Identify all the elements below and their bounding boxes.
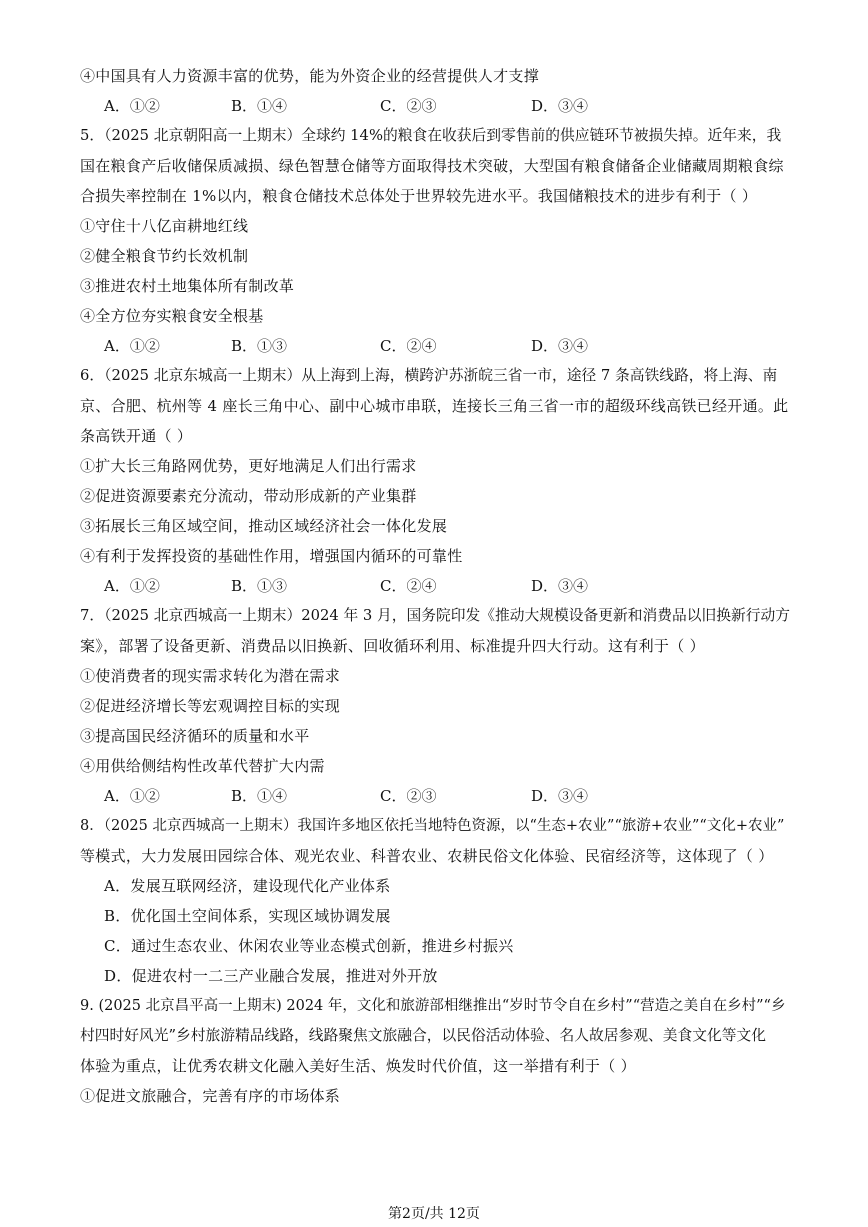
q8-choice-c: C．通过生态农业、休闲农业等业态模式创新，推进乡村振兴 [104,937,514,955]
q8-choice-d: D．促进农村一二三产业融合发展，推进对外开放 [104,967,438,985]
q4-option-d: D．③④ [531,97,589,115]
q8-choice-a: A．发展互联网经济，建设现代化产业体系 [104,877,391,895]
q6-stem-line-3: 条高铁开通（ ） [80,427,193,445]
q5-stem-line-2: 国在粮食产后收储保质减损、绿色智慧仓储等方面取得技术突破，大型国有粮食储备企业储藏周期粮食综 [80,157,784,175]
q8-choice-b: B．优化国土空间体系，实现区域协调发展 [104,907,391,925]
q9-stem-line-3: 体验为重点，让优秀农耕文化融入美好生活、焕发时代价值，这一举措有利于（ ） [80,1057,636,1075]
q6-option-b: B．①③ [231,577,288,595]
q5-item-2: ②健全粮食节约长效机制 [80,247,249,265]
q5-stem-line-3: 合损失率控制在 1%以内，粮食仓储技术总体处于世界较先进水平。我国储粮技术的进步有利于（ ） [80,187,758,205]
q7-stem-line-1: 7．（2025 北京西城高一上期末）2024 年 3 月，国务院印发《推动大规模设备更新和消费品以旧换新行动方 [80,607,790,624]
q6-option-c: C．②④ [380,577,437,595]
q4-option-b: B．①④ [231,97,288,115]
q6-option-a: A．①② [104,577,160,595]
q5-item-3: ③推进农村土地集体所有制改革 [80,277,295,295]
q7-item-1: ①使消费者的现实需求转化为潜在需求 [80,667,341,685]
q7-stem-line-2: 案》，部署了设备更新、消费品以旧换新、回收循环利用、标准提升四大行动。这有利于（ ） [80,637,705,655]
q8-stem-line-2: 等模式，大力发展田园综合体、观光农业、科普农业、农耕民俗文化体验、民宿经济等，这体现了（ ） [80,847,774,865]
q4-item-4: ④中国具有人力资源丰富的优势，能为外资企业的经营提供人才支撑 [80,67,540,85]
q6-item-2: ②促进资源要素充分流动，带动形成新的产业集群 [80,487,417,505]
q6-item-1: ①扩大长三角路网优势，更好地满足人们出行需求 [80,457,417,475]
q6-stem-line-1: 6．（2025 北京东城高一上期末）从上海到上海，横跨沪苏浙皖三省一市，途径 7 条高铁线路，将上海、南 [80,367,778,384]
page-number: 第2页/共 12页 [388,1206,480,1222]
q5-item-1: ①守住十八亿亩耕地红线 [80,217,249,235]
q7-option-c: C．②③ [380,787,437,805]
q7-item-2: ②促进经济增长等宏观调控目标的实现 [80,697,341,715]
q9-stem-line-1: 9. (2025 北京昌平高一上期末) 2024 年，文化和旅游部相继推出“岁时节令自在乡村”“营造之美自在乡村”“乡 [80,998,786,1014]
q5-option-d: D．③④ [531,337,589,355]
q7-item-4: ④用供给侧结构性改革代替扩大内需 [80,757,325,775]
q6-stem-line-2: 京、合肥、杭州等 4 座长三角中心、副中心城市串联，连接长三角三省一市的超级环线高铁已经开通。此 [80,397,789,415]
q7-option-d: D．③④ [531,787,589,805]
q5-item-4: ④全方位夯实粮食安全根基 [80,307,264,325]
q5-option-b: B．①③ [231,337,288,355]
q5-option-c: C．②④ [380,337,437,355]
q4-option-a: A．①② [104,97,160,115]
q4-option-c: C．②③ [380,97,437,115]
q8-stem-line-1: 8．（2025 北京西城高一上期末）我国许多地区依托当地特色资源，以“生态+农业”“旅游+农业”“文化+农业” [80,818,785,834]
q6-item-4: ④有利于发挥投资的基础性作用，增强国内循环的可靠性 [80,547,463,565]
q7-option-a: A．①② [104,787,160,805]
q5-option-a: A．①② [104,337,160,355]
q9-item-1: ①促进文旅融合，完善有序的市场体系 [80,1087,341,1105]
q5-stem-line-1: 5．（2025 北京朝阳高一上期末）全球约 14%的粮食在收获后到零售前的供应链环节被损失掉。近年来，我 [80,127,782,144]
q7-item-3: ③提高国民经济循环的质量和水平 [80,727,310,745]
q6-item-3: ③拓展长三角区域空间，推动区域经济社会一体化发展 [80,517,448,535]
q9-stem-line-2: 村四时好风光”乡村旅游精品线路，线路聚焦文旅融合，以民俗活动体验、名人故居参观、美食文化等文化 [80,1027,767,1044]
q7-option-b: B．①④ [231,787,288,805]
q6-option-d: D．③④ [531,577,589,595]
